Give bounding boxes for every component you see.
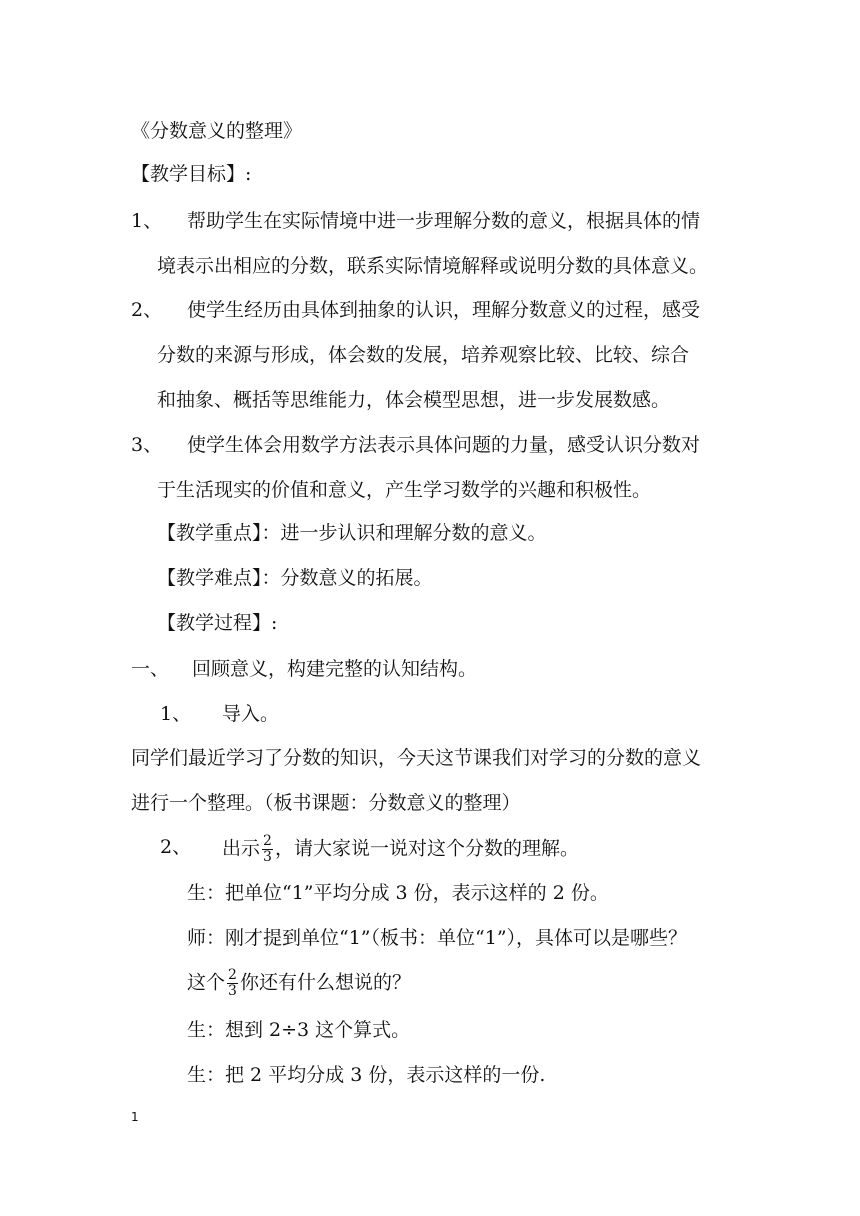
objective-1-line1: 帮助学生在实际情境中进一步理解分数的意义，根据具体的情 xyxy=(187,210,701,232)
fraction-numerator: 2 xyxy=(228,967,237,983)
section-1-text: 回顾意义，构建完整的认知结构。 xyxy=(192,658,478,680)
dialog-4: 生：想到 2÷3 这个算式。 xyxy=(187,1019,411,1041)
dialog-5: 生：把 2 平均分成 3 份，表示这样的一份. xyxy=(187,1064,546,1086)
fraction-two-thirds-2 xyxy=(227,968,238,999)
dialog-3 xyxy=(187,968,411,999)
page-number: 1 xyxy=(131,1110,139,1124)
process-heading: 【教学过程】: xyxy=(157,612,278,634)
fraction-numerator: 2 xyxy=(263,833,272,849)
objective-3-line2: 于生活现实的价值和意义，产生学习数学的兴趣和积极性。 xyxy=(157,479,652,501)
step-2-post: ，请大家说一说对这个分数的理解。 xyxy=(274,837,579,860)
intro-line-1: 同学们最近学习了分数的知识，今天这节课我们对学习的分数的意义 xyxy=(131,747,702,769)
objective-3-line1: 使学生体会用数学方法表示具体问题的力量，感受认识分数对 xyxy=(187,434,701,456)
difficulty: 【教学难点】：分数意义的拓展。 xyxy=(157,567,433,589)
objective-2-number: 2、 xyxy=(131,299,163,321)
objectives-heading: 【教学目标】: xyxy=(131,163,252,185)
objective-1-number: 1、 xyxy=(131,210,163,232)
dialog-3-post: 你还有什么想说的？ xyxy=(239,971,411,994)
step-2-number: 2、 xyxy=(160,836,192,858)
objective-2-line1: 使学生经历由具体到抽象的认识，理解分数意义的过程，感受 xyxy=(187,299,701,321)
dialog-2: 师：刚才提到单位“1”（板书：单位“1”），具体可以是哪些？ xyxy=(187,927,688,949)
fraction-two-thirds xyxy=(262,834,273,865)
step-2-content xyxy=(222,834,579,865)
objective-2-line3: 和抽象、概括等思维能力，体会模型思想，进一步发展数感。 xyxy=(157,389,671,411)
dialog-1: 生：把单位“1”平均分成 3 份，表示这样的 2 份。 xyxy=(187,882,609,904)
objective-2-line2: 分数的来源与形成，体会数的发展，培养观察比较、比较、综合 xyxy=(157,344,690,366)
section-1-number: 一、 xyxy=(131,658,170,680)
step-1-text: 导入。 xyxy=(222,703,280,725)
fraction-denominator: 3 xyxy=(228,983,237,999)
key-point: 【教学重点】：进一步认识和理解分数的意义。 xyxy=(157,522,547,544)
step-1-number: 1、 xyxy=(160,703,192,725)
objective-1-line2: 境表示出相应的分数，联系实际情境解释或说明分数的具体意义。 xyxy=(157,255,709,277)
fraction-denominator: 3 xyxy=(263,849,272,865)
document-title: 《分数意义的整理》 xyxy=(131,120,303,142)
intro-line-2: 进行一个整理。（板书课题：分数意义的整理） xyxy=(131,792,521,814)
dialog-3-pre: 这个 xyxy=(187,971,226,994)
step-2-pre: 出示 xyxy=(222,837,261,860)
objective-3-number: 3、 xyxy=(131,434,163,456)
